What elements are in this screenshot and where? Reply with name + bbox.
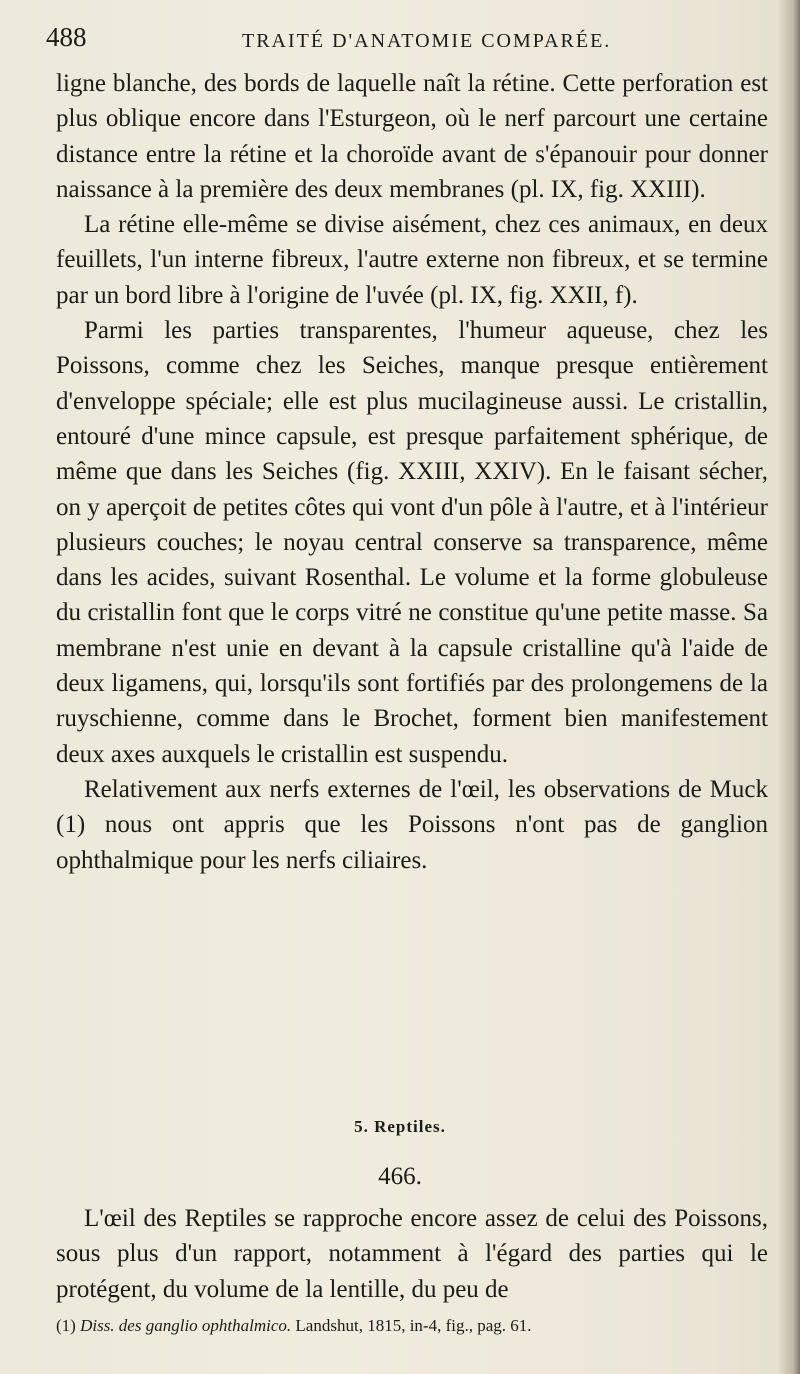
- footnote: [56, 1316, 768, 1336]
- page-number: 488: [46, 22, 87, 52]
- footnote-marker: (1): [56, 1316, 76, 1335]
- paragraph-continued: ligne blanche, des bords de laquelle naît la rétine. Cette perforation est plus oblique encore dans l'Esturgeon, où le nerf parcourt une certaine distance entre la rétine et la choroïde avant de s'épanouir pour donner naissance à la première des deux membranes (pl. IX, fig. XXIII).: [56, 70, 768, 203]
- footnote-title: Diss. des ganglio ophthalmico.: [80, 1316, 292, 1335]
- running-head: [46, 20, 766, 56]
- body-text: [56, 66, 768, 878]
- footnote-details: Landshut, 1815, in-4, fig., pag. 61.: [295, 1316, 532, 1335]
- paragraph-parties-transparentes: Parmi les parties transparentes, l'humeur aqueuse, chez les Poissons, comme chez les Seiches, manque presque entièrement d'enveloppe spéciale; elle est plus mucilagineuse aussi. Le cristallin, entouré d'une mince capsule, est presque parfaitement sphérique, de même que dans les Seiches (fig. XXIII, XXIV). En le faisant sécher, on y aperçoit de petites côtes qui vont d'un pôle à l'autre, et à l'intérieur plusieurs couches; le noyau central conserve sa transparence, même dans les acides, suivant Rosenthal. Le volume et la forme globuleuse du cristallin font que le corps vitré ne constitue qu'une petite masse. Sa membrane n'est unie en devant à la capsule cristalline qu'à l'aide de deux ligamens, qui, lorsqu'ils sont fortifiés par des prolongemens de la ruyschienne, comme dans le Brochet, forment bien manifestement deux axes auxquels le cristallin est suspendu.: [56, 317, 768, 768]
- section-body: [56, 1201, 768, 1307]
- paragraph-retine: La rétine elle-même se divise aisément, chez ces animaux, en deux feuillets, l'un interne fibreux, l'autre externe non fibreux, et se termine par un bord libre à l'origine de l'uvée (pl. IX, fig. XXII, f).: [56, 211, 768, 309]
- paragraph-number: 466.: [378, 1163, 422, 1190]
- section-heading: 5. Reptiles.: [354, 1117, 446, 1136]
- paragraph-reptiles: L'œil des Reptiles se rapproche encore assez de celui des Poissons, sous plus d'un rapport, notamment à l'égard des parties qui le protégent, du volume de la lentille, du peu de: [56, 1205, 768, 1303]
- running-title: TRAITÉ D'ANATOMIE COMPARÉE.: [242, 30, 612, 52]
- paragraph-nerfs-externes: Relativement aux nerfs externes de l'œil, les observations de Muck (1) nous ont appris que les Poissons n'ont pas de ganglion ophthalmique pour les nerfs ciliaires.: [56, 775, 768, 874]
